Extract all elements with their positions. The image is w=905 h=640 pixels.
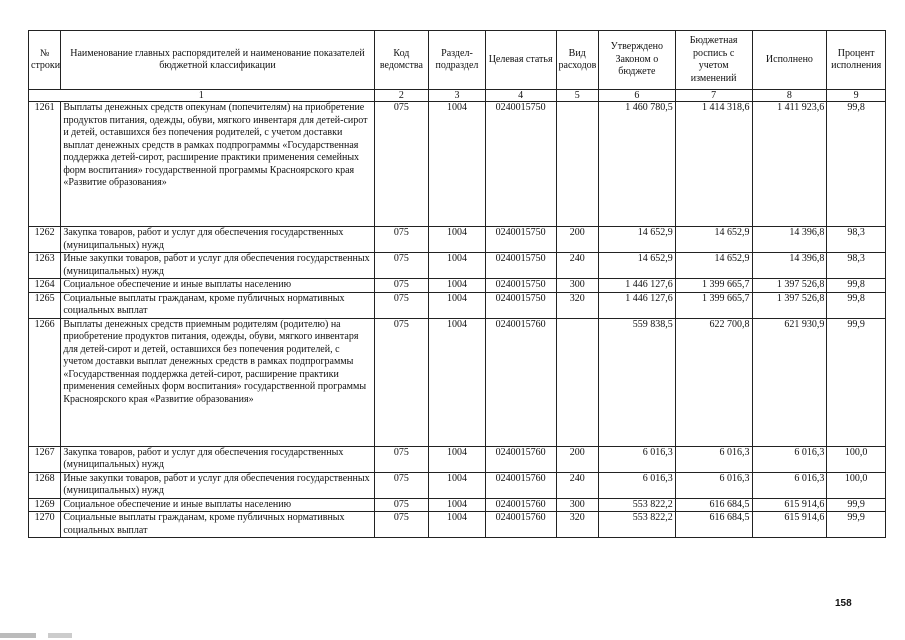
row-budget: 622 700,8 [675,318,752,446]
row-section: 1004 [429,472,486,498]
row-num: 1269 [29,498,61,512]
row-code: 075 [374,227,429,253]
row-executed: 1 397 526,8 [752,292,827,318]
col-number: 3 [429,90,486,102]
row-percent: 100,0 [827,472,886,498]
row-target: 0240015760 [485,318,556,446]
row-approved: 553 822,2 [598,498,675,512]
row-code: 075 [374,498,429,512]
row-budget: 14 652,9 [675,227,752,253]
row-percent: 99,9 [827,318,886,446]
row-name: Выплаты денежных средств опекунам (попечителям) на приобретение продуктов питания, одежды, обуви, мягкого инвентаря для детей-сирот и детей, оставшихся без попечения родителей, с учетом доставки выплат денежных средств в рамках подпрограммы «Государственная поддержка детей-сирот, расширение практики применения семейных форм воспитания» государственной программы Красноярского края «Развитие образования» [61,102,374,227]
table-row [29,472,886,498]
row-percent: 100,0 [827,446,886,472]
row-approved: 14 652,9 [598,253,675,279]
row-section: 1004 [429,498,486,512]
col-number: 4 [485,90,556,102]
header-name: Наименование главных распорядителей и наименование показателей бюджетной классификации [61,31,374,90]
row-name: Выплаты денежных средств приемным родителям (родителю) на приобретение продуктов питания, одежды, обуви, мягкого инвентаря для детей-сирот и детей, оставшихся без попечения родителей, с учетом доставки выплат денежных средств в рамках подпрограммы «Государственная поддержка детей-сирот, расширение практики применения семейных форм воспитания» государственной программы Красноярского края «Развитие образования» [61,318,374,446]
row-budget: 616 684,5 [675,498,752,512]
row-budget: 1 399 665,7 [675,292,752,318]
page-number: 158 [835,598,852,609]
row-section: 1004 [429,227,486,253]
col-number: 5 [556,90,598,102]
row-type: 320 [556,512,598,538]
col-number: 9 [827,90,886,102]
row-num: 1267 [29,446,61,472]
row-percent: 99,8 [827,292,886,318]
row-approved: 6 016,3 [598,446,675,472]
table-row [29,227,886,253]
header-section: Раздел-подраздел [429,31,486,90]
row-approved: 1 460 780,5 [598,102,675,227]
row-name: Иные закупки товаров, работ и услуг для обеспечения государственных (муниципальных) нужд [61,253,374,279]
row-name: Социальные выплаты гражданам, кроме публичных нормативных социальных выплат [61,512,374,538]
row-executed: 621 930,9 [752,318,827,446]
row-name: Социальные выплаты гражданам, кроме публичных нормативных социальных выплат [61,292,374,318]
row-target: 0240015750 [485,279,556,293]
row-approved: 14 652,9 [598,227,675,253]
row-type: 320 [556,292,598,318]
col-number: 6 [598,90,675,102]
row-num: 1268 [29,472,61,498]
row-code: 075 [374,102,429,227]
row-section: 1004 [429,279,486,293]
row-code: 075 [374,318,429,446]
row-section: 1004 [429,253,486,279]
row-name: Социальное обеспечение и иные выплаты населению [61,279,374,293]
row-percent: 99,9 [827,498,886,512]
header-code: Код ведомства [374,31,429,90]
col-number: 1 [29,90,375,102]
header-executed: Исполнено [752,31,827,90]
table-row [29,498,886,512]
row-num: 1266 [29,318,61,446]
row-approved: 1 446 127,6 [598,279,675,293]
table-row [29,512,886,538]
row-code: 075 [374,279,429,293]
row-type: 200 [556,446,598,472]
row-approved: 553 822,2 [598,512,675,538]
row-code: 075 [374,253,429,279]
table-row [29,279,886,293]
row-num: 1265 [29,292,61,318]
header-budget-list: Бюджетная роспись с учетом изменений [675,31,752,90]
row-percent: 99,9 [827,512,886,538]
header-type: Вид расходов [556,31,598,90]
row-percent: 99,8 [827,102,886,227]
table-row [29,446,886,472]
row-target: 0240015760 [485,498,556,512]
row-type: 240 [556,253,598,279]
row-budget: 6 016,3 [675,472,752,498]
row-executed: 1 411 923,6 [752,102,827,227]
row-target: 0240015760 [485,512,556,538]
row-type [556,102,598,227]
budget-table [28,30,886,538]
header-percent: Процент исполнения [827,31,886,90]
row-executed: 615 914,6 [752,512,827,538]
col-number: 2 [374,90,429,102]
row-type: 300 [556,279,598,293]
row-num: 1262 [29,227,61,253]
row-approved: 6 016,3 [598,472,675,498]
row-section: 1004 [429,102,486,227]
row-section: 1004 [429,512,486,538]
column-number-row [29,90,886,102]
row-type [556,318,598,446]
row-section: 1004 [429,446,486,472]
row-type: 240 [556,472,598,498]
row-target: 0240015760 [485,472,556,498]
header-approved: Утверждено Законом о бюджете [598,31,675,90]
row-executed: 14 396,8 [752,253,827,279]
row-executed: 1 397 526,8 [752,279,827,293]
row-name: Закупка товаров, работ и услуг для обеспечения государственных (муниципальных) нужд [61,227,374,253]
row-percent: 99,8 [827,279,886,293]
row-type: 300 [556,498,598,512]
table-row [29,102,886,227]
table-row [29,253,886,279]
row-code: 075 [374,292,429,318]
row-section: 1004 [429,318,486,446]
row-num: 1264 [29,279,61,293]
header-row [29,31,886,90]
col-number: 7 [675,90,752,102]
row-section: 1004 [429,292,486,318]
row-code: 075 [374,446,429,472]
header-target: Целевая статья [485,31,556,90]
row-budget: 1 414 318,6 [675,102,752,227]
row-target: 0240015750 [485,253,556,279]
row-percent: 98,3 [827,253,886,279]
row-code: 075 [374,512,429,538]
row-name: Иные закупки товаров, работ и услуг для обеспечения государственных (муниципальных) нужд [61,472,374,498]
row-num: 1270 [29,512,61,538]
row-budget: 14 652,9 [675,253,752,279]
row-executed: 14 396,8 [752,227,827,253]
row-executed: 615 914,6 [752,498,827,512]
row-code: 075 [374,472,429,498]
row-executed: 6 016,3 [752,446,827,472]
row-num: 1263 [29,253,61,279]
row-type: 200 [556,227,598,253]
row-budget: 616 684,5 [675,512,752,538]
table-row [29,318,886,446]
row-target: 0240015760 [485,446,556,472]
scan-artifact [0,633,120,638]
row-num: 1261 [29,102,61,227]
header-num: № строки [29,31,61,90]
col-number: 8 [752,90,827,102]
row-executed: 6 016,3 [752,472,827,498]
row-name: Закупка товаров, работ и услуг для обеспечения государственных (муниципальных) нужд [61,446,374,472]
row-budget: 1 399 665,7 [675,279,752,293]
row-budget: 6 016,3 [675,446,752,472]
row-percent: 98,3 [827,227,886,253]
row-name: Социальное обеспечение и иные выплаты населению [61,498,374,512]
row-target: 0240015750 [485,102,556,227]
row-approved: 1 446 127,6 [598,292,675,318]
row-approved: 559 838,5 [598,318,675,446]
row-target: 0240015750 [485,292,556,318]
row-target: 0240015750 [485,227,556,253]
table-row [29,292,886,318]
